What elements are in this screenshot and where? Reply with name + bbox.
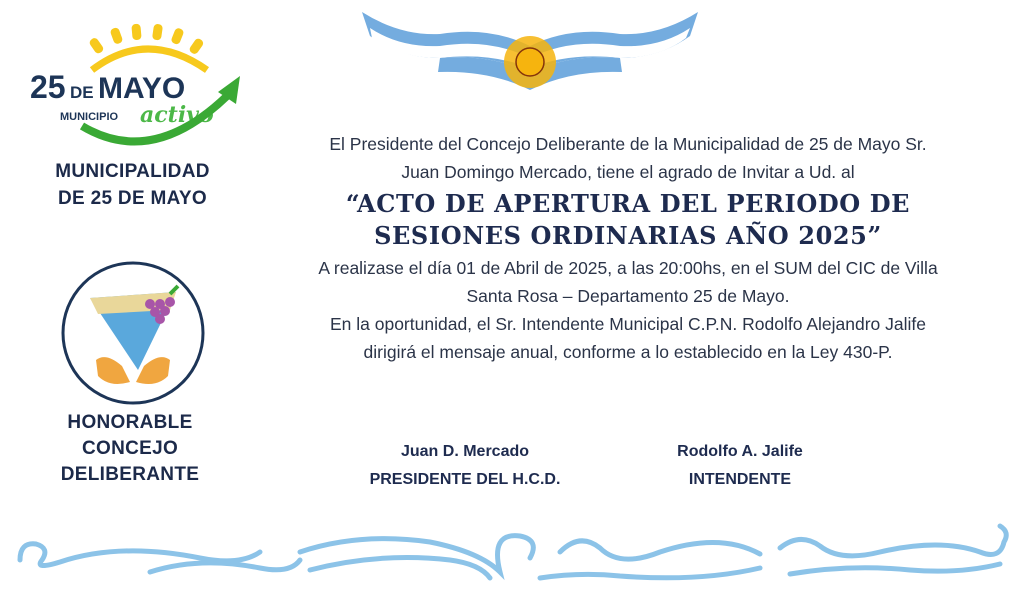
event-details: A realizase el día 01 de Abril de 2025, a las 20:00hs, en el SUM del CIC de Villa Santa Rosa – Departamento 25 de Mayo. En la oportunidad, el Sr. Intendente Municipal C.P.N. Rodolfo Alejandro Jalife dirigirá el mensaje anual, conforme a lo establecido en la Ley 430-P. bbox=[318, 258, 938, 362]
svg-text:25: 25 bbox=[30, 69, 66, 105]
svg-text:DE: DE bbox=[70, 83, 94, 102]
svg-text:activo: activo bbox=[140, 102, 214, 128]
sun-of-may-icon bbox=[504, 36, 556, 88]
invitation-body bbox=[268, 130, 988, 366]
signature-president: Juan D. Mercado PRESIDENTE DEL H.C.D. bbox=[369, 443, 561, 488]
concejo-deliberante-logo bbox=[58, 258, 208, 408]
bottom-flourish-ornament bbox=[0, 512, 1024, 593]
municipality-name: MUNICIPALIDAD DE 25 DE MAYO bbox=[55, 161, 210, 209]
svg-text:MUNICIPIO: MUNICIPIO bbox=[60, 111, 119, 123]
signature-intendente: Rodolfo A. Jalife INTENDENTE bbox=[677, 443, 803, 488]
event-title: “ACTO DE APERTURA DEL PERIODO DE SESIONES ORDINARIAS AÑO 2025” bbox=[345, 189, 911, 250]
council-name: HONORABLE CONCEJO DELIBERANTE bbox=[60, 412, 200, 485]
svg-text:MAYO: MAYO bbox=[98, 72, 186, 105]
municipio-activo-logo bbox=[22, 18, 247, 158]
intro-text: El Presidente del Concejo Deliberante de la Municipalidad de 25 de Mayo Sr. Juan Domingo Mercado, tiene el agrado de Invitar a Ud. al bbox=[329, 134, 927, 182]
argentina-flag-ribbon bbox=[360, 6, 700, 98]
